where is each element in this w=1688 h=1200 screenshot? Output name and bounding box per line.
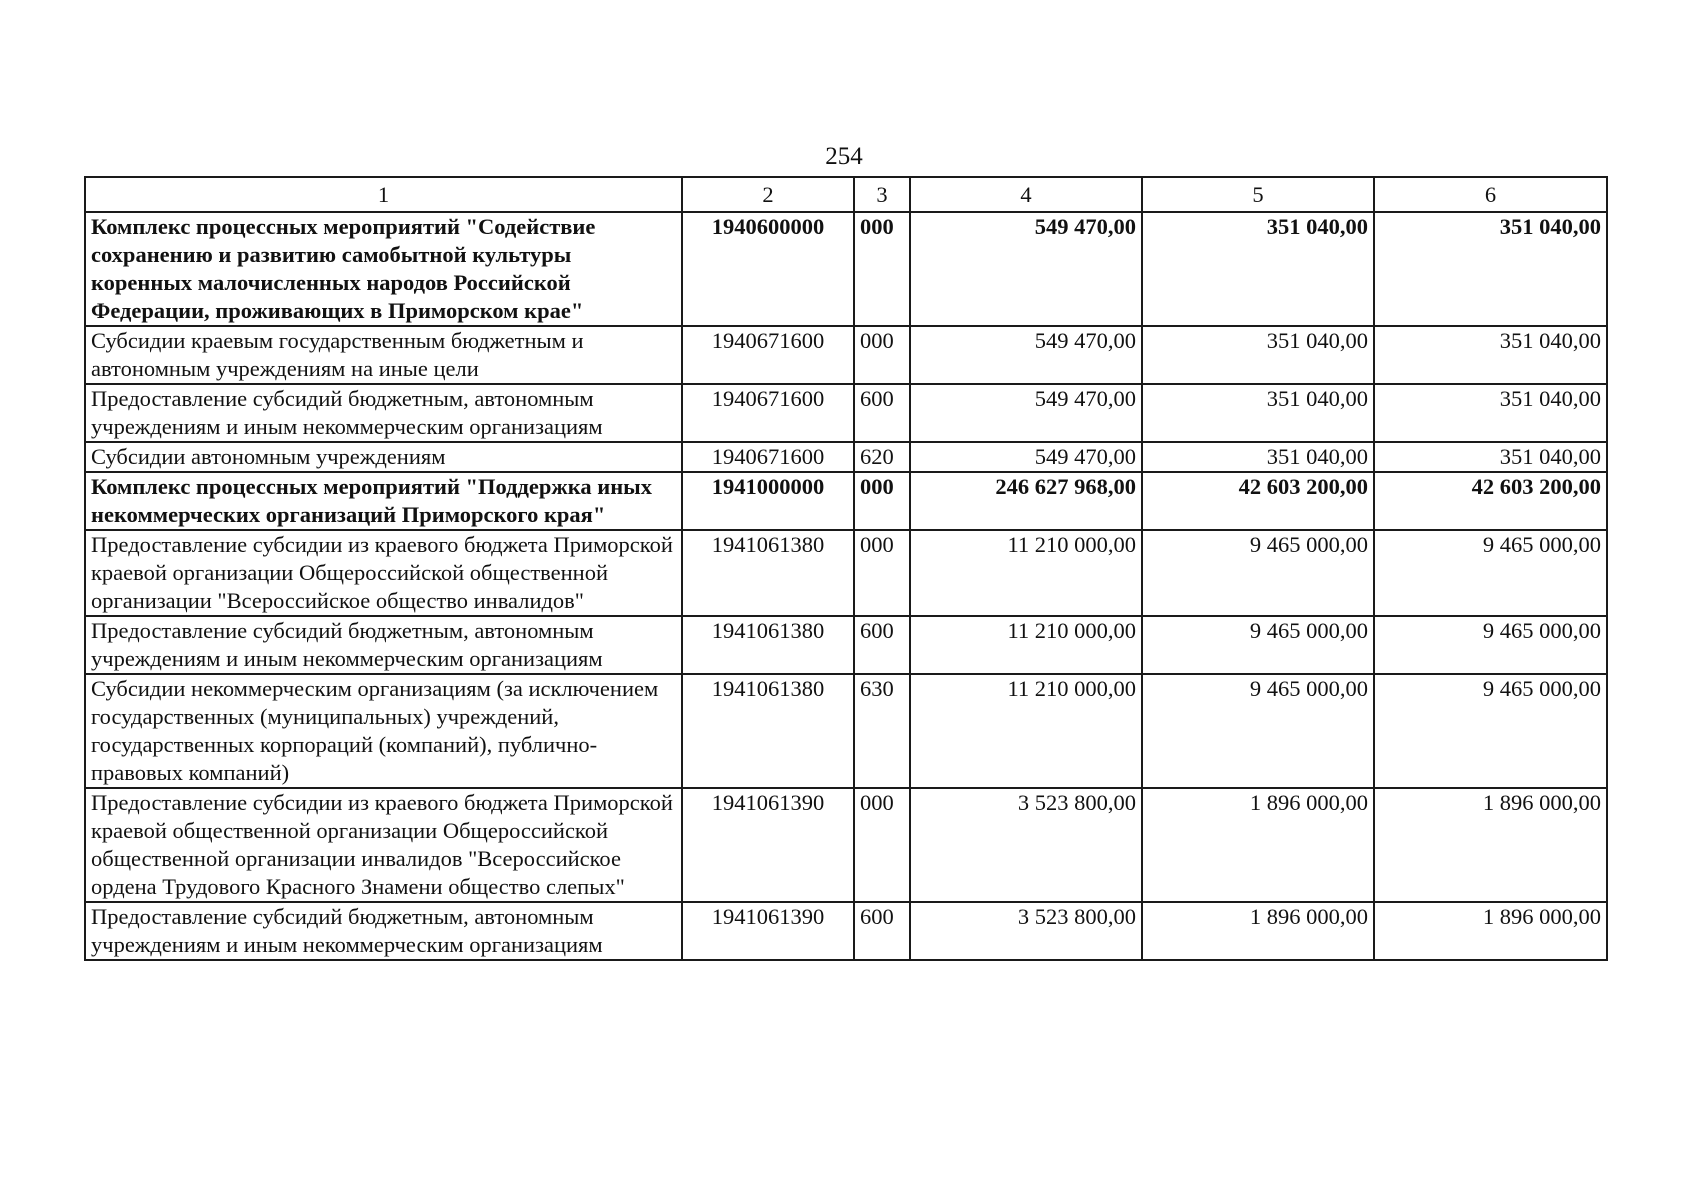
- table-header-row: [85, 177, 1607, 212]
- row-value-4: 3 523 800,00: [910, 788, 1142, 902]
- row-code: 1941061380: [682, 530, 854, 616]
- column-header: 3: [854, 177, 910, 212]
- row-value-5: 1 896 000,00: [1142, 788, 1374, 902]
- row-value-5: 9 465 000,00: [1142, 674, 1374, 788]
- row-type: 000: [854, 472, 910, 530]
- row-value-5: 351 040,00: [1142, 212, 1374, 326]
- table-row: [85, 788, 1607, 902]
- column-header: 5: [1142, 177, 1374, 212]
- row-name: Предоставление субсидий бюджетным, автономным учреждениям и иным некоммерческим организациям: [85, 902, 682, 960]
- row-name: Предоставление субсидии из краевого бюджета Приморской краевой общественной организации Общероссийской общественной организации инвалидов "Всероссийское ордена Трудового Красного Знамени общество слепых": [85, 788, 682, 902]
- column-header: 6: [1374, 177, 1607, 212]
- row-value-5: 351 040,00: [1142, 442, 1374, 472]
- row-value-4: 11 210 000,00: [910, 530, 1142, 616]
- row-name: Комплекс процессных мероприятий "Содействие сохранению и развитию самобытной культуры коренных малочисленных народов Российской Федерации, проживающих в Приморском крае": [85, 212, 682, 326]
- row-value-4: 549 470,00: [910, 212, 1142, 326]
- row-value-6: 42 603 200,00: [1374, 472, 1607, 530]
- row-code: 1941000000: [682, 472, 854, 530]
- row-type: 630: [854, 674, 910, 788]
- row-value-4: 549 470,00: [910, 442, 1142, 472]
- row-type: 600: [854, 384, 910, 442]
- row-type: 000: [854, 530, 910, 616]
- row-value-4: 549 470,00: [910, 384, 1142, 442]
- row-name: Субсидии автономным учреждениям: [85, 442, 682, 472]
- row-value-6: 9 465 000,00: [1374, 616, 1607, 674]
- row-value-4: 11 210 000,00: [910, 616, 1142, 674]
- row-name: Комплекс процессных мероприятий "Поддержка иных некоммерческих организаций Приморского края": [85, 472, 682, 530]
- table-row: [85, 472, 1607, 530]
- row-value-6: 9 465 000,00: [1374, 530, 1607, 616]
- row-type: 000: [854, 788, 910, 902]
- row-value-6: 351 040,00: [1374, 212, 1607, 326]
- row-code: 1941061390: [682, 788, 854, 902]
- row-type: 620: [854, 442, 910, 472]
- row-type: 000: [854, 326, 910, 384]
- row-value-5: 9 465 000,00: [1142, 616, 1374, 674]
- row-name: Предоставление субсидий бюджетным, автономным учреждениям и иным некоммерческим организациям: [85, 384, 682, 442]
- row-value-6: 1 896 000,00: [1374, 902, 1607, 960]
- row-value-5: 351 040,00: [1142, 326, 1374, 384]
- row-value-5: 351 040,00: [1142, 384, 1374, 442]
- table-row: [85, 326, 1607, 384]
- row-value-6: 351 040,00: [1374, 326, 1607, 384]
- row-value-4: 11 210 000,00: [910, 674, 1142, 788]
- column-header: 1: [85, 177, 682, 212]
- row-name: Предоставление субсидии из краевого бюджета Приморской краевой организации Общероссийской общественной организации "Всероссийское общество инвалидов": [85, 530, 682, 616]
- table-row: [85, 384, 1607, 442]
- table-row: [85, 442, 1607, 472]
- row-code: 1940671600: [682, 442, 854, 472]
- row-value-6: 351 040,00: [1374, 384, 1607, 442]
- row-value-6: 9 465 000,00: [1374, 674, 1607, 788]
- row-value-5: 42 603 200,00: [1142, 472, 1374, 530]
- row-name: Субсидии краевым государственным бюджетным и автономным учреждениям на иные цели: [85, 326, 682, 384]
- row-type: 600: [854, 616, 910, 674]
- row-code: 1940600000: [682, 212, 854, 326]
- row-name: Субсидии некоммерческим организациям (за исключением государственных (муниципальных) учреждений, государственных корпораций (компаний), публично-правовых компаний): [85, 674, 682, 788]
- page-number: 254: [825, 143, 863, 170]
- budget-table: [84, 176, 1608, 961]
- table-row: [85, 212, 1607, 326]
- row-value-4: 3 523 800,00: [910, 902, 1142, 960]
- table-row: [85, 616, 1607, 674]
- row-code: 1941061380: [682, 616, 854, 674]
- column-header: 4: [910, 177, 1142, 212]
- row-type: 600: [854, 902, 910, 960]
- row-value-6: 1 896 000,00: [1374, 788, 1607, 902]
- row-value-4: 549 470,00: [910, 326, 1142, 384]
- row-code: 1941061390: [682, 902, 854, 960]
- row-value-5: 1 896 000,00: [1142, 902, 1374, 960]
- row-code: 1940671600: [682, 384, 854, 442]
- row-name: Предоставление субсидий бюджетным, автономным учреждениям и иным некоммерческим организациям: [85, 616, 682, 674]
- row-code: 1940671600: [682, 326, 854, 384]
- row-type: 000: [854, 212, 910, 326]
- column-header: 2: [682, 177, 854, 212]
- row-code: 1941061380: [682, 674, 854, 788]
- row-value-4: 246 627 968,00: [910, 472, 1142, 530]
- row-value-5: 9 465 000,00: [1142, 530, 1374, 616]
- table-row: [85, 530, 1607, 616]
- row-value-6: 351 040,00: [1374, 442, 1607, 472]
- table-row: [85, 902, 1607, 960]
- table-row: [85, 674, 1607, 788]
